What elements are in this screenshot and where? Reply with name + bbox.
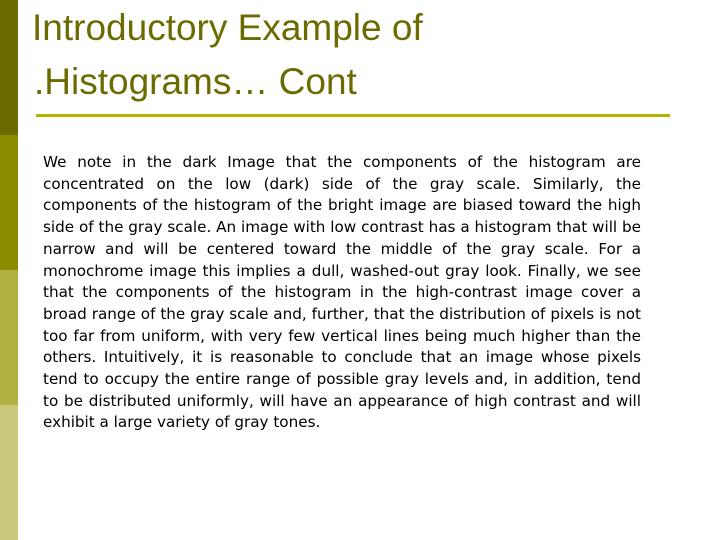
slide-title-line-1: Introductory Example of [32, 7, 423, 48]
left-accent-bar [0, 0, 18, 540]
slide-body-text: We note in the dark Image that the components of the histogram are concentrated on the low (dark) side of the gray scale. Similarly, the components of the histogram of the bright image are biased toward the high side of the gray scale. An image with low contrast has a histogram that will be narrow and will be centered toward the middle of the gray scale. For a monochrome image this implies a dull, washed-out gray look. Finally, we see that the components of the histogram in the high-contrast image cover a broad range of the gray scale and, further, that the distribution of pixels is not too far from uniform, with very few vertical lines being much higher than the others. Intuitively, it is reasonable to conclude that an image whose pixels tend to occupy the entire range of possible gray levels and, in addition, tend to be distributed uniformly, will have an appearance of high contrast and will exhibit a large variety of gray tones. [43, 153, 641, 432]
accent-bar-segment-top [0, 0, 18, 135]
slide-title-line-2: .Histograms… Cont [34, 61, 357, 102]
accent-bar-segment-upper [0, 135, 18, 270]
accent-bar-segment-bottom [0, 405, 18, 540]
title-divider [36, 114, 670, 117]
accent-bar-segment-lower [0, 270, 18, 405]
